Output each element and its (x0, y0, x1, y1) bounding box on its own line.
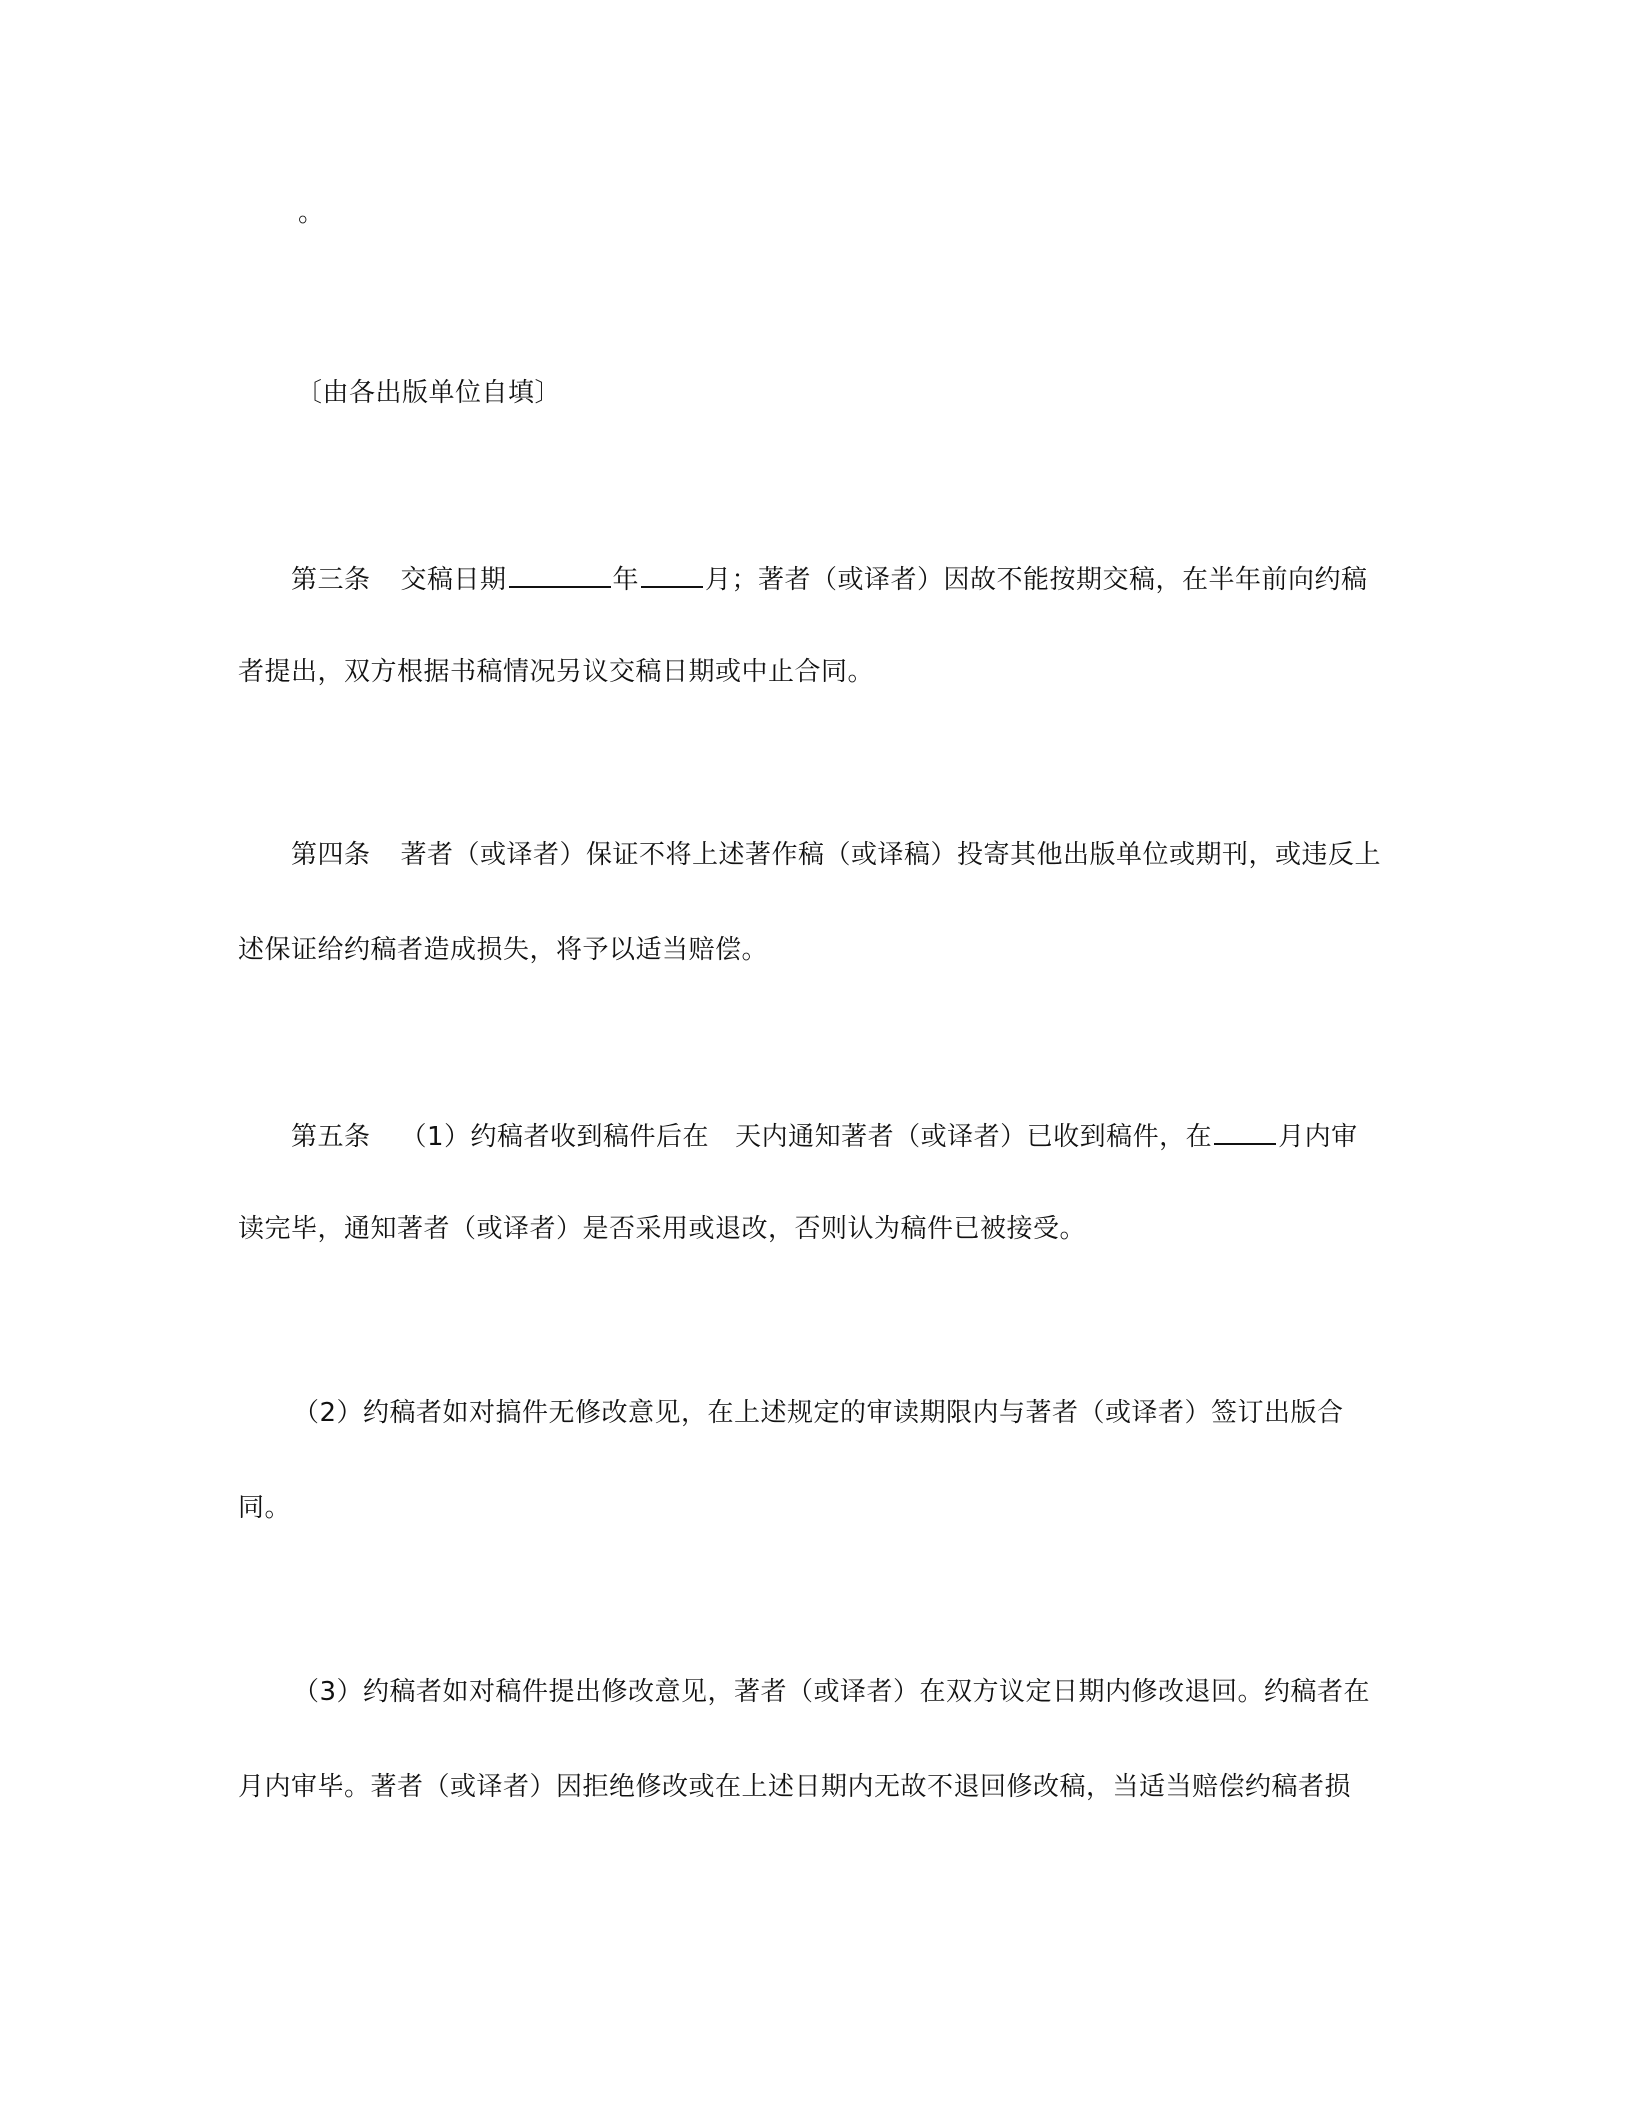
text-segment: （3）约稿者如对稿件提出修改意见，著者（或译者）在双方议定日期内修改退回。约稿者在 (293, 1677, 1371, 1707)
article-3-line-2 (238, 655, 874, 689)
text-segment: （2）约稿者如对搞件无修改意见，在上述规定的审读期限内与著者（或译者）签订出版合 (293, 1398, 1344, 1428)
text-segment: 〔由各出版单位自填〕 (296, 378, 562, 408)
text-segment: （1）约稿者收到稿件后在 (400, 1122, 710, 1152)
text-segment: 著者（或译者）保证不将上述著作稿（或译稿）投寄其他出版单位或期刊，或违反上 (400, 840, 1382, 870)
article-5-label: 第五条 (291, 1122, 371, 1152)
text-segment: 年 (612, 565, 640, 595)
article-3-line-1 (291, 560, 1368, 597)
text-segment: 者提出，双方根据书稿情况另议交稿日期或中止合同。 (238, 657, 875, 687)
article-4-line-1 (291, 838, 1381, 872)
text-segment: 述保证给约稿者造成损失，将予以适当赔偿。 (238, 935, 769, 965)
text-segment: 读完毕，通知著者（或译者）是否采用或退改，否则认为稿件已被接受。 (238, 1214, 1087, 1244)
article-4-label: 第四条 (291, 840, 371, 870)
text-segment: 月内审毕。著者（或译者）因拒绝修改或在上述日期内无故不退回修改稿，当适当赔偿约稿者损 (238, 1772, 1352, 1802)
blank-month-field (641, 560, 703, 588)
article-4-line-2 (238, 933, 768, 967)
blank-month-field (1214, 1117, 1276, 1145)
article-5-line-1 (291, 1117, 1358, 1154)
text-segment: 月内审 (1278, 1122, 1358, 1152)
article-5-clause-3-line-1 (293, 1675, 1370, 1709)
note-self-fill (296, 376, 561, 410)
article-5-line-2 (238, 1212, 1086, 1246)
blank-year-field (509, 560, 611, 588)
article-5-clause-3-line-2 (238, 1770, 1351, 1804)
article-5-clause-2-line-2 (238, 1491, 291, 1525)
article-3-label: 第三条 (291, 565, 371, 595)
paragraph-fragment (298, 196, 325, 230)
text-segment: 月；著者（或译者）因故不能按期交稿，在半年前向约稿 (705, 565, 1368, 595)
text-segment: 。 (298, 198, 325, 228)
text-segment: 同。 (238, 1493, 292, 1523)
article-5-clause-2-line-1 (293, 1396, 1344, 1430)
text-segment: 天内通知著者（或译者）已收到稿件，在 (735, 1122, 1213, 1152)
text-segment: 交稿日期 (400, 565, 507, 595)
